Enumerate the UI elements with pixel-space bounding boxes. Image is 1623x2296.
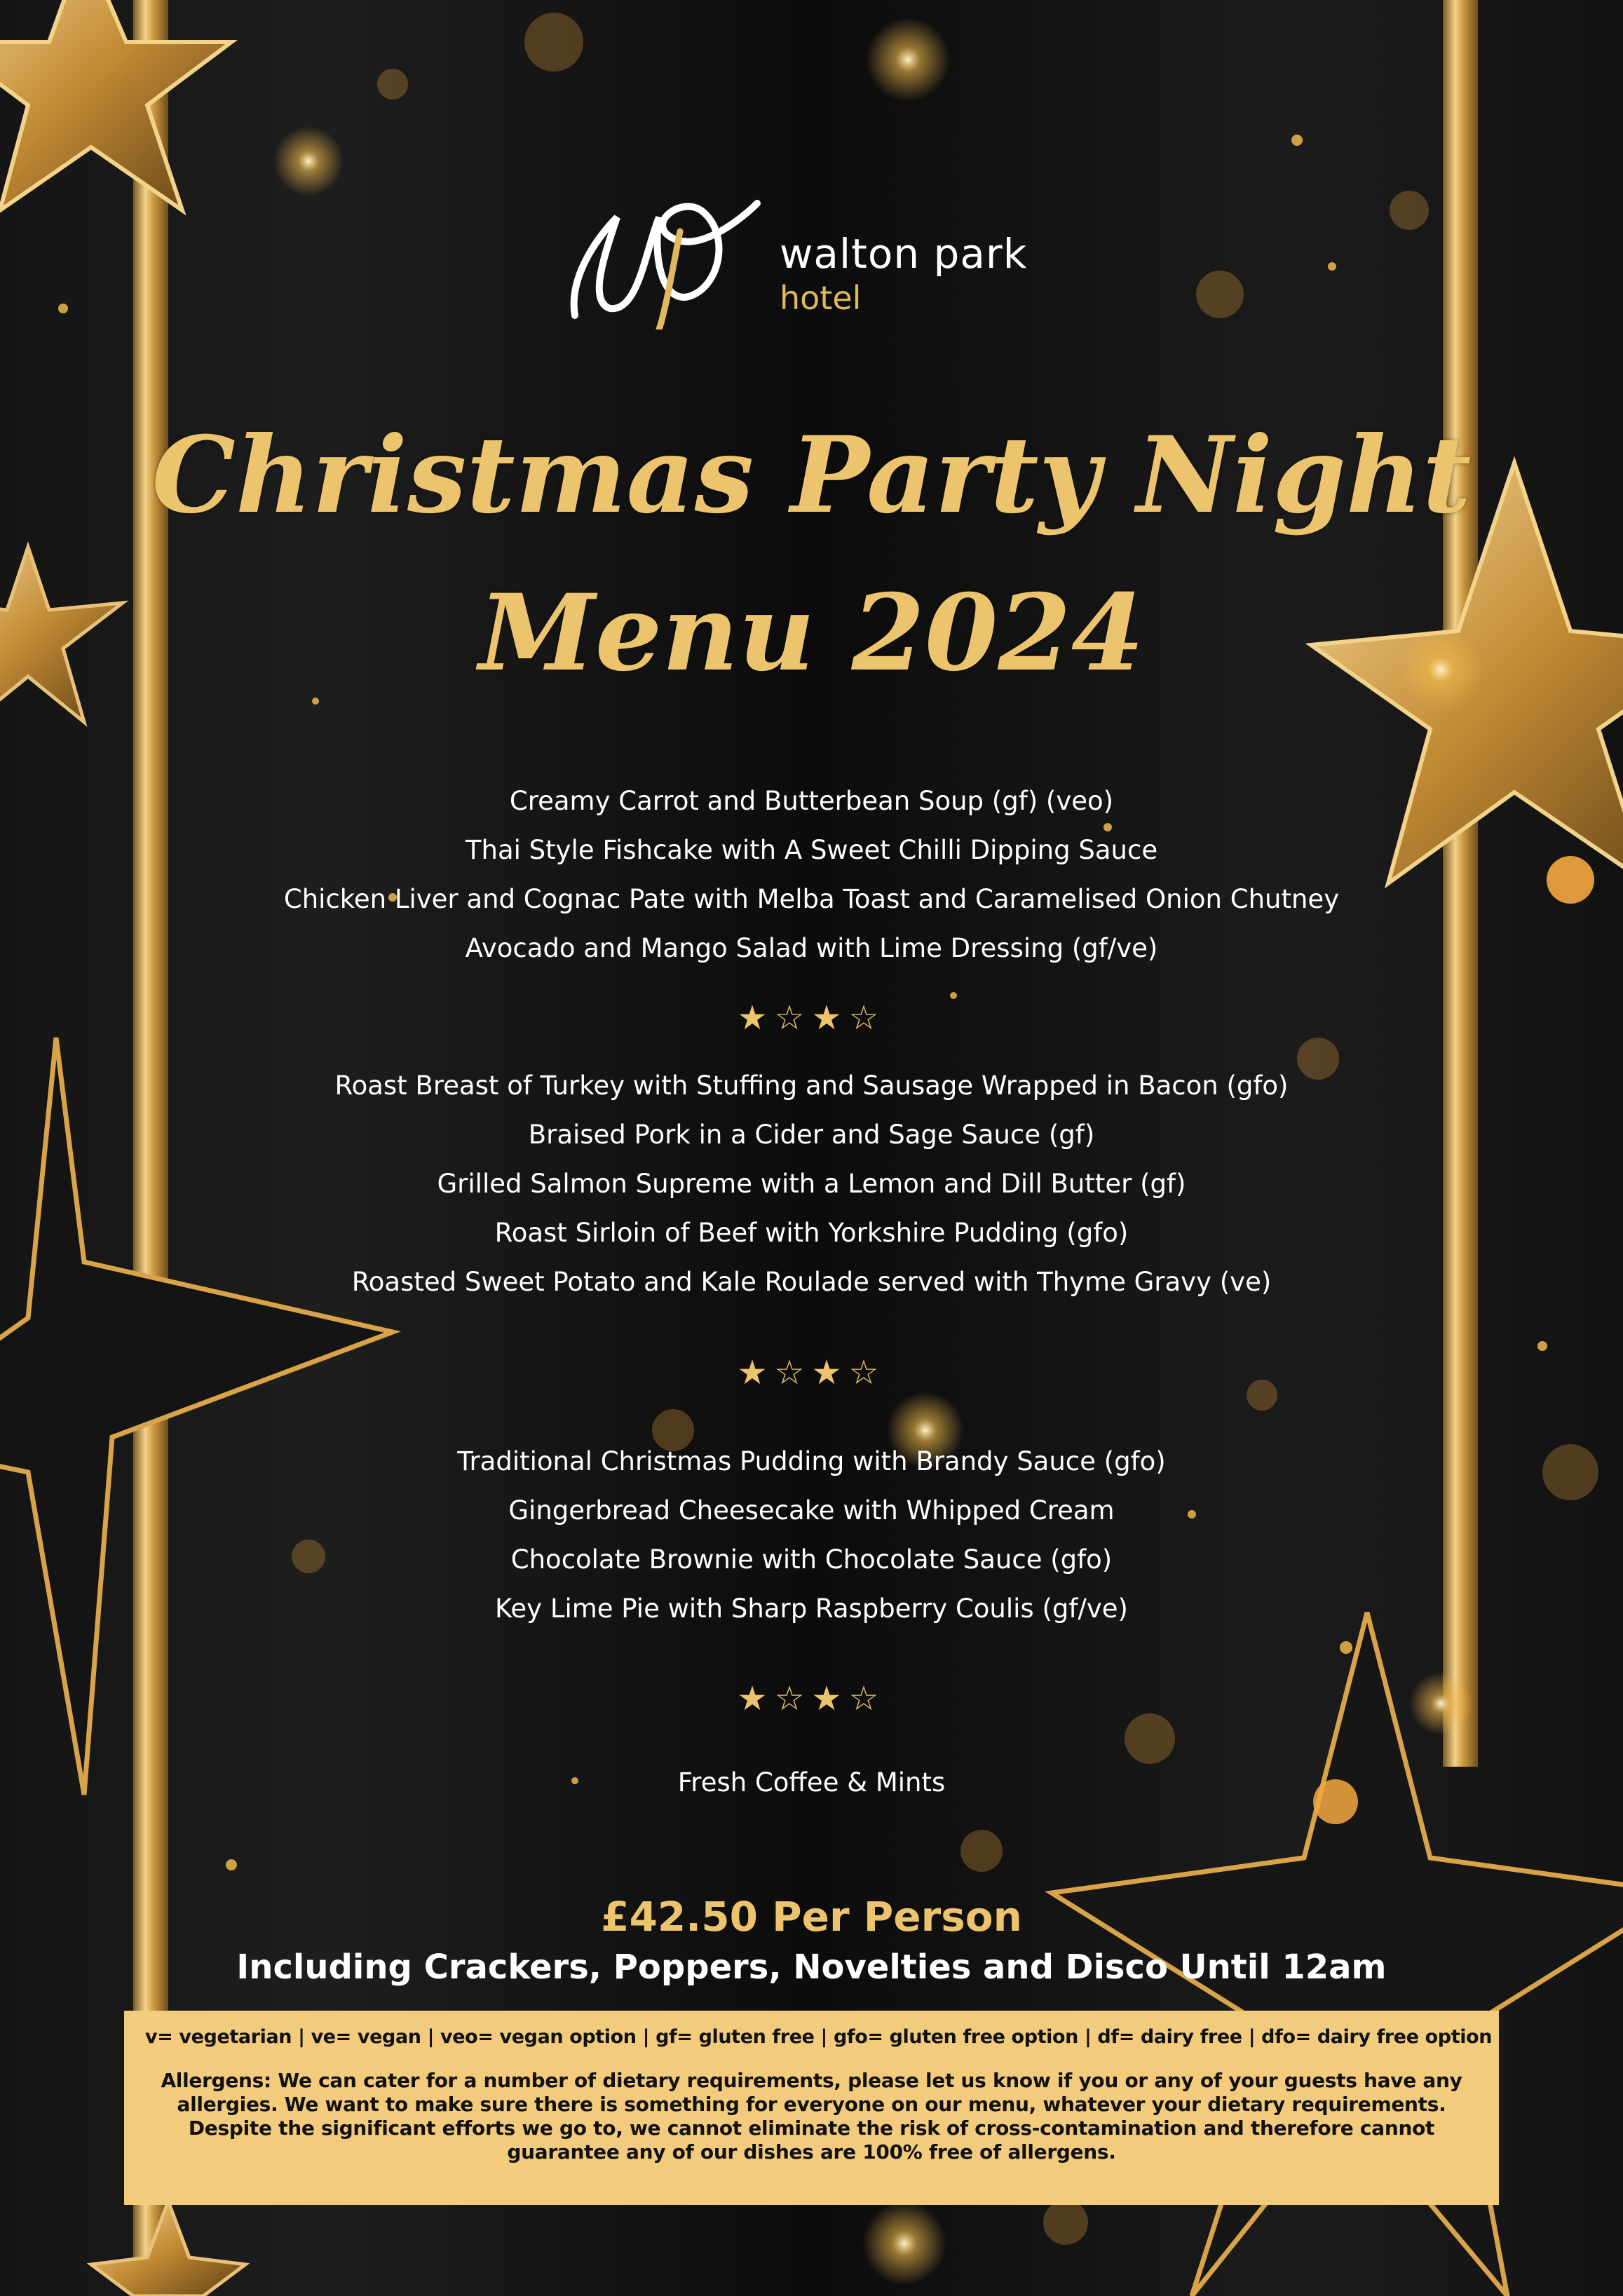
divider-stars: ★☆★☆ [737,1353,886,1392]
menu-item-starter: Thai Style Fishcake with A Sweet Chilli Dipping Sauce [465,835,1158,865]
menu-item-main: Grilled Salmon Supreme with a Lemon and Dill Butter (gf) [437,1169,1186,1199]
page-title-line-2: Menu 2024 [478,571,1145,695]
page-title-line-1: Christmas Party Night [151,414,1472,537]
divider-stars: ★☆★☆ [737,1679,886,1718]
menu-item-main: Braised Pork in a Cider and Sage Sauce (gf) [528,1120,1095,1150]
divider-stars: ★☆★☆ [737,998,886,1038]
price: £42.50 Per Person [601,1893,1022,1941]
menu-item-finish: Fresh Coffee & Mints [677,1767,946,1798]
menu-item-main: Roast Breast of Turkey with Stuffing and Sausage Wrapped in Bacon (gfo) [334,1071,1289,1101]
menu-item-dessert: Gingerbread Cheesecake with Whipped Cream [508,1495,1115,1526]
menu-item-starter: Creamy Carrot and Butterbean Soup (gf) (veo) [509,786,1114,816]
menu-item-dessert: Traditional Christmas Pudding with Brandy Sauce (gfo) [457,1446,1166,1476]
menu-item-dessert: Chocolate Brownie with Chocolate Sauce (gfo) [510,1544,1113,1575]
allergen-box [124,2011,1499,2205]
menu-item-dessert: Key Lime Pie with Sharp Raspberry Coulis (gf/ve) [495,1594,1128,1624]
menu-item-starter: Chicken Liver and Cognac Pate with Melba Toast and Caramelised Onion Chutney [283,884,1340,914]
allergen-notice: Allergens: We can cater for a number of dietary requirements, please let us know if you or any of your guests have any allergies. We want to make sure there is something for everyone on our menu, whatever your dietary requirements. Despite the significant efforts we go to, we cannot eliminate the risk of cross-contamination and therefore cannot guarantee any of our dishes are 100% free of allergens. [161,2069,1462,2163]
includes-text: Including Crackers, Poppers, Novelties and Disco Until 12am [236,1948,1387,1987]
logo-subtitle: hotel [780,279,862,317]
menu-item-main: Roasted Sweet Potato and Kale Roulade served with Thyme Gravy (ve) [351,1267,1272,1297]
hotel-logo [561,189,1066,330]
menu-item-main: Roast Sirloin of Beef with Yorkshire Pudding (gfo) [494,1218,1129,1248]
menu-item-starter: Avocado and Mango Salad with Lime Dressing (gf/ve) [465,933,1158,963]
logo-name: walton park [780,230,1028,278]
dietary-legend: v= vegetarian | ve= vegan | veo= vegan option | gf= gluten free | gfo= gluten free option | df= dairy free | dfo= dairy free option [145,2026,1493,2048]
wp-monogram-icon [561,189,764,330]
